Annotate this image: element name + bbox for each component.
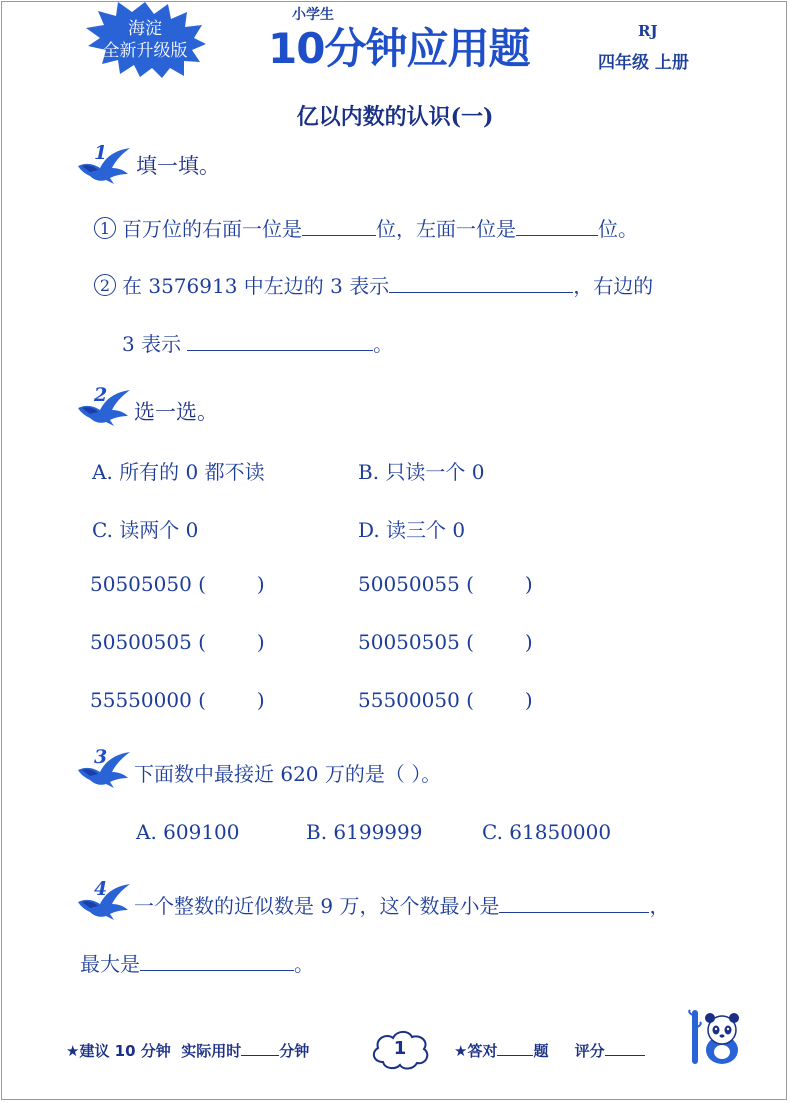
choice-number: 50500505 (90, 630, 192, 654)
choice-item (358, 630, 533, 654)
choice-item (90, 572, 265, 596)
choice-item (90, 630, 265, 654)
q1-item2-line2 (122, 328, 393, 357)
q1-heading: 填一填。 (136, 154, 220, 178)
answer-blank[interactable] (499, 894, 649, 913)
badge-line2: 全新升级版 (102, 41, 188, 61)
q1-item1-text-b: 位，左面一位是 (376, 217, 516, 241)
score-label: 评分 (574, 1042, 605, 1060)
answer-parentheses[interactable]: ( ) (198, 688, 265, 712)
answer-blank[interactable] (140, 952, 294, 971)
option-c: C. 读两个 0 (92, 518, 199, 542)
q4-line2 (80, 948, 314, 977)
answer-parentheses[interactable]: ( ) (198, 572, 265, 596)
question-1-marker (76, 144, 136, 188)
q1-item2 (94, 270, 653, 299)
q4-line1 (134, 890, 669, 919)
option-d: D. 读三个 0 (358, 518, 466, 542)
option-a: A. 所有的 0 都不读 (92, 460, 265, 484)
q2-heading: 选一选。 (134, 400, 218, 424)
q3-option-b: B. 6199999 (306, 820, 423, 844)
question-2-marker (76, 386, 136, 430)
question-number: 1 (94, 142, 108, 164)
actual-time-blank[interactable] (241, 1041, 279, 1056)
q1-item1 (94, 213, 638, 242)
q1-item1-text-a: 百万位的右面一位是 (122, 217, 302, 241)
series-title: 10分钟应用题 (268, 24, 530, 73)
q1-item2-text-c: 3 表示 (122, 332, 182, 356)
lesson-title: 亿以内数的认识(一) (296, 104, 494, 130)
answer-parentheses[interactable]: ( ) (466, 630, 533, 654)
choice-number: 50050505 (358, 630, 460, 654)
question-number: 2 (94, 384, 108, 406)
edition-code: RJ (638, 22, 658, 40)
question-3-marker (76, 748, 136, 792)
choice-number: 50050055 (358, 572, 460, 596)
footer-score (454, 1040, 645, 1061)
panda-icon (688, 1008, 744, 1066)
answer-blank[interactable] (389, 274, 573, 293)
q4-text-a: 一个整数的近似数是 9 万，这个数最小是 (134, 894, 500, 918)
edition-badge (84, 2, 206, 78)
circled-number: 2 (94, 274, 116, 296)
choice-item (358, 572, 533, 596)
answer-blank[interactable] (516, 217, 598, 236)
question-4-marker (76, 880, 136, 924)
answer-parentheses[interactable]: ( ) (466, 688, 533, 712)
q3-option-c: C. 61850000 (482, 820, 612, 844)
answer-parentheses[interactable]: ( ) (198, 630, 265, 654)
q3-text: 下面数中最接近 620 万的是（ ）。 (134, 762, 442, 786)
minutes-label: 分钟 (279, 1042, 310, 1060)
answer-blank[interactable] (187, 332, 373, 351)
q4-text-d: 。 (294, 952, 314, 976)
circled-number: 1 (94, 217, 116, 239)
option-b: B. 只读一个 0 (358, 460, 485, 484)
question-number: 4 (94, 878, 108, 900)
page-number-badge (369, 1028, 431, 1072)
choice-number: 55500050 (358, 688, 460, 712)
question-number: 3 (94, 746, 108, 768)
choice-number: 55550000 (90, 688, 192, 712)
actual-time-label: 实际用时 (181, 1042, 242, 1060)
q4-text-c: 最大是 (80, 952, 140, 976)
badge-line1: 海淀 (128, 19, 162, 39)
answer-blank[interactable] (302, 217, 376, 236)
q1-item2-text-b: ，右边的 (573, 274, 654, 298)
choice-item (358, 688, 533, 712)
answer-parentheses[interactable]: ( ) (466, 572, 533, 596)
correct-label: ★答对 (454, 1042, 498, 1060)
choice-item (90, 688, 265, 712)
page-number: 1 (393, 1038, 407, 1059)
q1-item2-text-d: 。 (373, 332, 394, 356)
series-subtitle: 小学生 (292, 7, 334, 23)
suggested-time: ★建议 10 分钟 (66, 1042, 171, 1060)
q3-option-a: A. 609100 (136, 820, 240, 844)
score-blank[interactable] (605, 1041, 645, 1056)
q4-text-b: ， (649, 894, 670, 918)
choice-number: 50505050 (90, 572, 192, 596)
correct-count-blank[interactable] (497, 1041, 533, 1056)
q1-item2-text-a: 在 3576913 中左边的 3 表示 (122, 274, 390, 298)
footer-suggest (66, 1040, 309, 1061)
grade-label: 四年级 上册 (598, 53, 689, 73)
panda-mascot (688, 1008, 744, 1066)
ti-label: 题 (533, 1042, 549, 1060)
q1-item1-text-c: 位。 (598, 217, 638, 241)
